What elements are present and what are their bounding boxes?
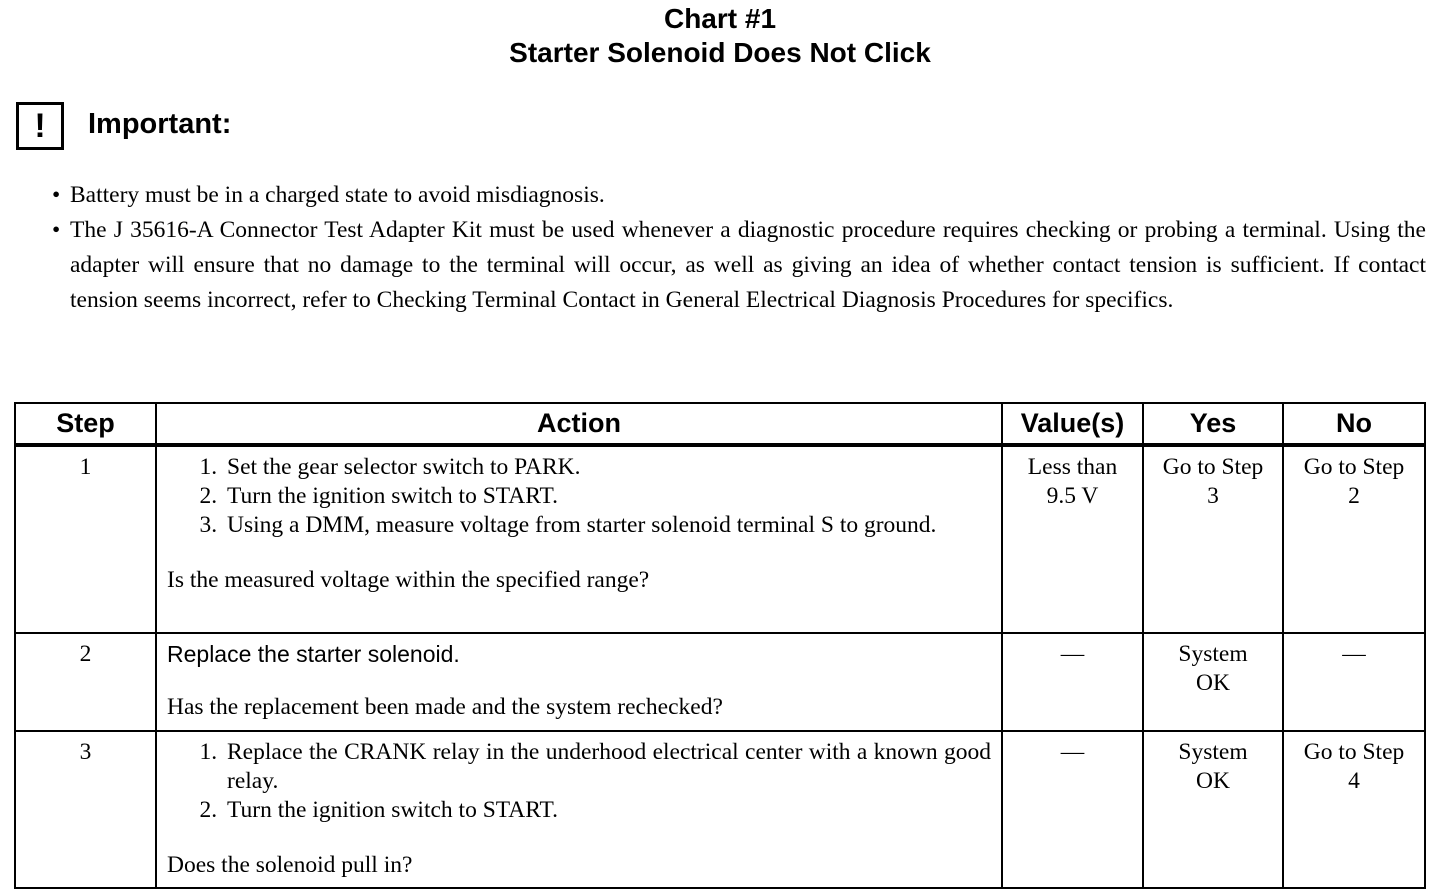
no-cell [1283,445,1425,633]
action-item: 3. Using a DMM, measure voltage from starter solenoid terminal S to ground. [223,511,991,540]
page-title: Starter Solenoid Does Not Click [509,37,931,68]
value-text: Less than [1027,454,1118,480]
value-cell [1002,445,1143,633]
value-cell [1002,633,1143,731]
yes-text: OK [1196,768,1230,794]
step-number: 3 [15,731,156,888]
table-row [15,731,1425,888]
value-text: 9.5 V [1046,483,1099,509]
step-question: Has the replacement been made and the system rechecked? [167,694,723,720]
yes-cell [1143,731,1283,888]
action-list [167,453,991,540]
header-no: No [1283,403,1425,445]
action-cell [156,445,1002,633]
important-label: Important: [88,108,232,140]
table-row [15,445,1425,633]
list-item: • Battery must be in a charged state to avoid misdiagnosis. [48,178,1426,213]
table-row [15,633,1425,731]
exclamation-icon: ! [16,102,64,150]
action-item: 1. Replace the CRANK relay in the underhood electrical center with a known good relay. [223,738,991,796]
chart-number: Chart #1 [663,3,777,34]
step-question: Is the measured voltage within the specified range? [167,567,650,593]
yes-text: Go to Step [1162,454,1264,480]
action-list [167,738,991,825]
no-text: 2 [1348,483,1360,509]
header-values: Value(s) [1002,403,1143,445]
yes-cell [1143,445,1283,633]
no-text: 4 [1348,768,1360,794]
action-cell [156,633,1002,731]
yes-text: System [1178,739,1248,765]
table-header-row [15,403,1425,445]
value-text: — [1060,739,1085,765]
action-item: 2. Turn the ignition switch to START. [223,796,991,825]
list-item: • The J 35616-A Connector Test Adapter Kit must be used whenever a diagnostic procedure requires checking or probing a terminal. Using the adapter will ensure that no damage to the terminal will occur, as well as giving an idea of whether contact tension is sufficient. If contact tension seems incorrect, refer to Checking Terminal Contact in General Electrical Diagnosis Procedures for specifics. [48,213,1426,318]
header-step: Step [15,403,156,445]
action-cell [156,731,1002,888]
step-question: Does the solenoid pull in? [167,852,413,878]
no-text: — [1342,641,1366,667]
diagnostic-table [14,402,1426,889]
header-yes: Yes [1143,403,1283,445]
step-number: 1 [15,445,156,633]
yes-text: 3 [1207,483,1219,509]
value-cell [1002,731,1143,888]
no-cell [1283,731,1425,888]
action-item: 2. Turn the ignition switch to START. [223,482,991,511]
action-text: Replace the starter solenoid. [167,641,460,667]
step-number: 2 [15,633,156,731]
header-action: Action [156,403,1002,445]
value-text: — [1060,641,1085,667]
yes-cell [1143,633,1283,731]
yes-text: OK [1196,670,1230,696]
no-cell [1283,633,1425,731]
no-text: Go to Step [1303,739,1405,765]
action-item: 1. Set the gear selector switch to PARK. [223,453,991,482]
yes-text: System [1178,641,1248,667]
important-list [48,178,1426,318]
no-text: Go to Step [1303,454,1405,480]
